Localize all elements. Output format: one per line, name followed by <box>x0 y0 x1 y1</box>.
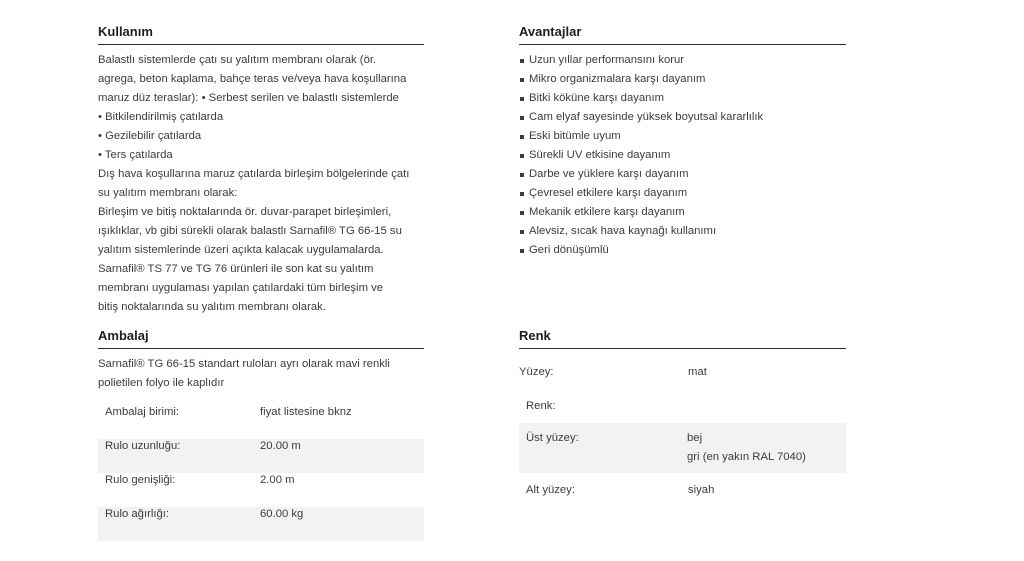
table-row <box>519 355 846 389</box>
usage-line: • Ters çatılarda <box>98 149 173 161</box>
usage-line: • Bitkilendirilmiş çatılarda <box>98 111 224 123</box>
list-item: Alevsiz, sıcak hava kaynağı kullanımı <box>519 222 846 241</box>
color-title: Renk <box>519 328 846 349</box>
top-value-line: gri (en yakın RAL 7040) <box>687 451 806 463</box>
usage-title: Kullanım <box>98 24 424 45</box>
table-row <box>519 473 846 507</box>
list-item: Çevresel etkilere karşı dayanım <box>519 184 846 203</box>
usage-section <box>98 24 424 317</box>
list-item: Cam elyaf sayesinde yüksek boyutsal kararlılık <box>519 108 846 127</box>
row-value: 20.00 m <box>260 440 301 452</box>
usage-line: • Gezilebilir çatılarda <box>98 130 202 142</box>
usage-line: maruz düz teraslar): • Serbest serilen ve balastlı sistemlerde <box>98 92 399 104</box>
list-item: Bitki köküne karşı dayanım <box>519 89 846 108</box>
list-item: Sürekli UV etkisine dayanım <box>519 146 846 165</box>
row-label: Üst yüzey: <box>526 432 579 444</box>
list-item: Geri dönüşümlü <box>519 241 846 260</box>
list-item: Eski bitümle uyum <box>519 127 846 146</box>
packaging-text <box>98 355 424 393</box>
advantages-list <box>519 51 846 260</box>
list-item: Darbe ve yüklere karşı dayanım <box>519 165 846 184</box>
table-row <box>98 439 424 473</box>
table-row <box>98 473 424 507</box>
list-item: Uzun yıllar performansını korur <box>519 51 846 70</box>
color-section <box>519 328 846 507</box>
usage-line: ışıklıklar, vb gibi sürekli olarak balastlı Sarnafil® TG 66-15 su <box>98 225 402 237</box>
table-row <box>519 423 846 473</box>
packaging-section <box>98 328 424 541</box>
row-value: siyah <box>688 484 715 496</box>
usage-line: membranı uygulaması yapılan çatılardaki tüm birleşim ve <box>98 282 384 294</box>
packaging-table <box>98 405 424 541</box>
list-item: Mekanik etkilere karşı dayanım <box>519 203 846 222</box>
usage-text <box>98 51 424 317</box>
row-value: 60.00 kg <box>260 508 304 520</box>
usage-line: Birleşim ve bitiş noktalarında ör. duvar-parapet birleşimleri, <box>98 206 392 218</box>
usage-line: agrega, beton kaplama, bahçe teras ve/veya hava koşullarına <box>98 73 407 85</box>
usage-line: Balastlı sistemlerde çatı su yalıtım membranı olarak (ör. <box>98 54 377 66</box>
table-row <box>98 405 424 439</box>
usage-line: su yalıtım membranı olarak: <box>98 187 238 199</box>
usage-line: bitiş noktalarında su yalıtım membranı olarak. <box>98 301 326 313</box>
packaging-title: Ambalaj <box>98 328 424 349</box>
color-table <box>519 355 846 507</box>
row-value: fiyat listesine bknz <box>260 406 352 418</box>
advantages-section <box>519 24 846 260</box>
row-value: 2.00 m <box>260 474 295 486</box>
row-label: Renk: <box>526 400 556 412</box>
advantages-title: Avantajlar <box>519 24 846 45</box>
row-label: Rulo genişliği: <box>105 474 176 486</box>
usage-line: Sarnafil® TS 77 ve TG 76 ürünleri ile son kat su yalıtım <box>98 263 374 275</box>
row-label: Rulo ağırlığı: <box>105 508 170 520</box>
row-value: mat <box>688 366 707 378</box>
row-label: Ambalaj birimi: <box>105 406 180 418</box>
usage-line: Dış hava koşullarına maruz çatılarda birleşim bölgelerinde çatı <box>98 168 410 180</box>
packaging-line: Sarnafil® TG 66-15 standart ruloları ayrı olarak mavi renkli <box>98 358 390 370</box>
list-item: Mikro organizmalara karşı dayanım <box>519 70 846 89</box>
table-row <box>519 389 846 423</box>
top-value-line: bej <box>687 432 703 444</box>
row-value <box>687 423 846 473</box>
row-label: Rulo uzunluğu: <box>105 440 181 452</box>
usage-line: yalıtım sistemlerinde üzeri açıkta kalacak uygulamalarda. <box>98 244 384 256</box>
packaging-line: polietilen folyo ile kaplıdır <box>98 377 225 389</box>
table-row <box>98 507 424 541</box>
row-label: Yüzey: <box>519 366 554 378</box>
row-label: Alt yüzey: <box>526 484 575 496</box>
